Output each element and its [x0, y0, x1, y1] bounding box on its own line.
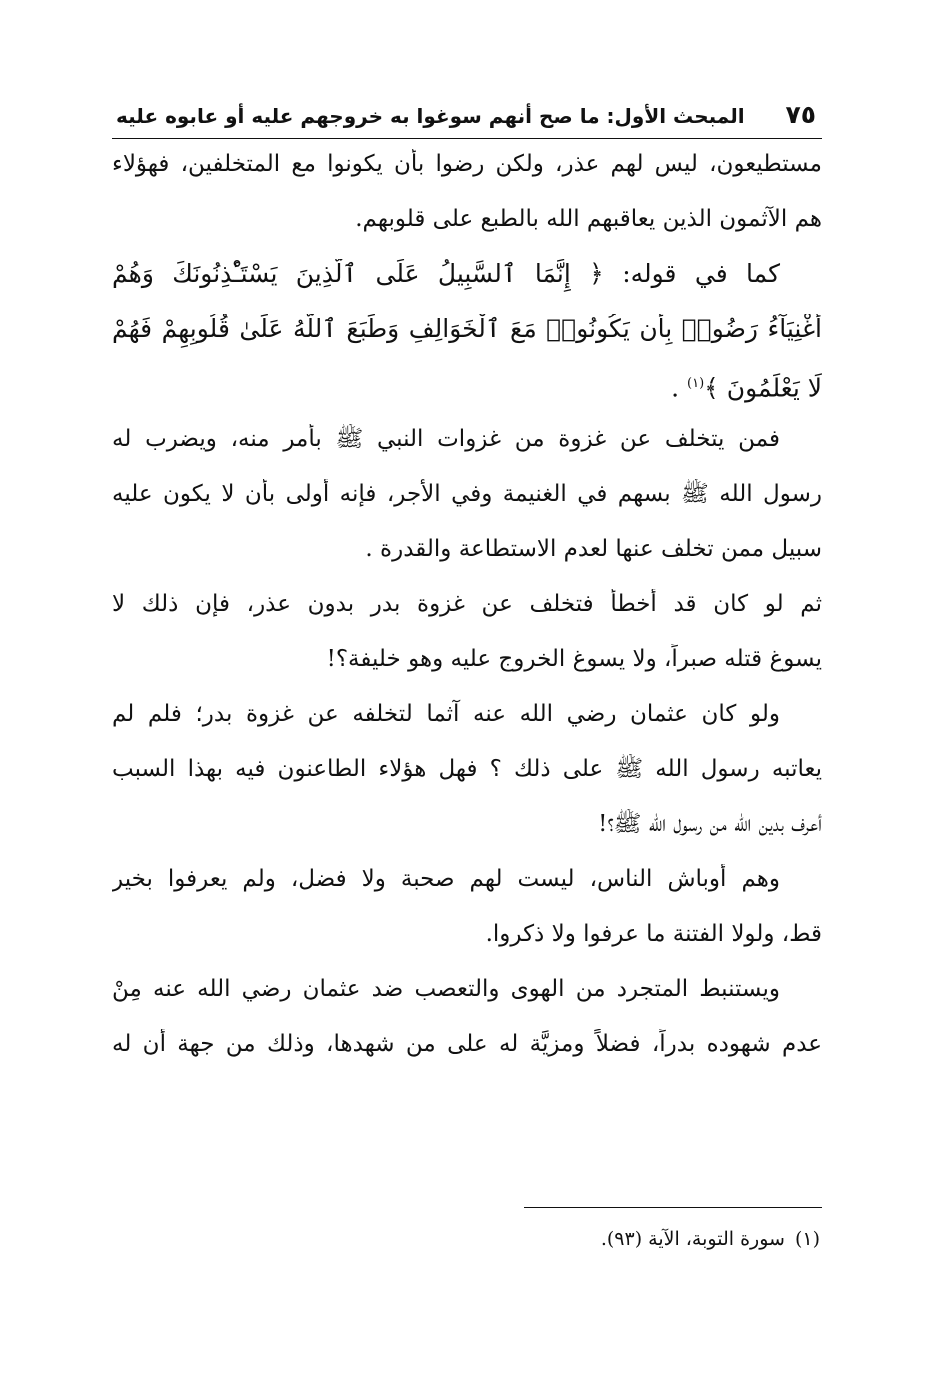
- verse-end-period: .: [671, 373, 680, 403]
- text-line: ويستنبط المتجرد من الهوى والتعصب ضد عثمان رضي الله عنه مِنْ: [112, 976, 780, 1002]
- text-line: يعاتبه رسول الله ﷺ على ذلك ؟ فهل هؤلاء الطاعنون فيه بهذا السبب: [112, 756, 822, 782]
- text-line: أعرف بدين الله من رسول الله ﷺ؟!: [598, 811, 822, 837]
- document-page: [112, 100, 822, 1084]
- quran-verse-line: كما في قوله: ﴿ إِنَّمَا ٱلسَّبِيلُ عَلَى ٱلَّذِينَ يَسْتَـْٔذِنُونَكَ وَهُمْ: [112, 259, 780, 288]
- body-text: [112, 149, 822, 1084]
- footnote-reference[interactable]: (١): [687, 376, 705, 391]
- quran-verse-line: أَغْنِيَآءُ رَضُوا۟ بِأَن يَكُونُوا۟ مَعَ ٱلْخَوَالِفِ وَطَبَعَ ٱللَّهُ عَلَىٰ قُلُوبِهِمْ فَهُمْ: [112, 314, 822, 343]
- text-line: ثم لو كان قد أخطأ فتخلف عن غزوة بدر بدون عذر، فإن ذلك لا: [112, 591, 822, 617]
- section-title: المبحث الأول: ما صح أنهم سوغوا به خروجهم عليه أو عابوه عليه: [116, 104, 745, 128]
- footnote: [601, 1228, 820, 1250]
- text-line: فمن يتخلف عن غزوة من غزوات النبي ﷺ بأمر منه، ويضرب له: [112, 426, 780, 452]
- page-number: ٧٥: [785, 100, 816, 129]
- running-header: [112, 100, 822, 139]
- quran-verse-end: لَا يَعْلَمُونَ ﴾: [704, 373, 822, 403]
- footnote-divider: [524, 1207, 822, 1208]
- text-line: يسوغ قتله صبراً، ولا يسوغ الخروج عليه وهو خليفة؟!: [326, 646, 822, 672]
- text-line: مستطيعون، ليس لهم عذر، ولكن رضوا بأن يكونوا مع المتخلفين، فهؤلاء: [112, 151, 822, 177]
- text-line: رسول الله ﷺ بسهم في الغنيمة وفي الأجر، فإنه أولى بأن لا يكون عليه: [112, 481, 822, 507]
- footnote-number: (١): [794, 1228, 820, 1250]
- text-line: وهم أوباش الناس، ليست لهم صحبة ولا فضل، ولم يعرفوا بخير: [112, 866, 780, 892]
- text-line: عدم شهوده بدراً، فضلاً ومزيَّة له على من شهدها، وذلك من جهة أن له: [112, 1031, 822, 1057]
- text-line: سبيل ممن تخلف عنها لعدم الاستطاعة والقدرة .: [365, 536, 822, 562]
- quran-verse-line: [112, 369, 822, 424]
- text-line: قط، ولولا الفتنة ما عرفوا ولا ذكروا.: [485, 921, 822, 947]
- text-line: هم الآثمون الذين يعاقبهم الله بالطبع على قلوبهم.: [355, 206, 822, 232]
- text-line: ولو كان عثمان رضي الله عنه آثما لتخلفه عن غزوة بدر؛ فلم لم: [112, 701, 780, 727]
- footnote-text: سورة التوبة، الآية (٩٣).: [600, 1228, 785, 1250]
